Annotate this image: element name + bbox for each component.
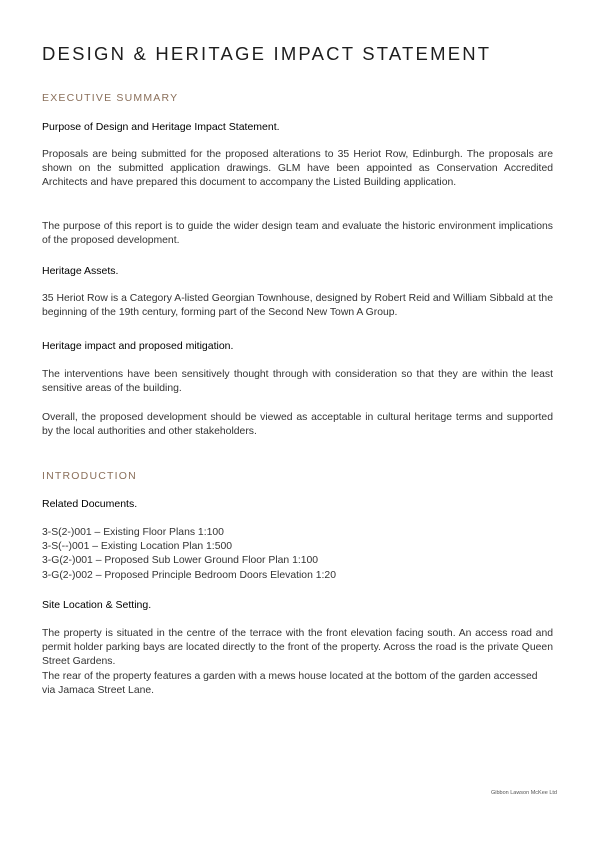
related-documents-heading: Related Documents. xyxy=(42,498,138,510)
mitigation-heading: Heritage impact and proposed mitigation. xyxy=(42,340,234,352)
executive-summary-heading: EXECUTIVE SUMMARY xyxy=(42,92,179,104)
heritage-assets-paragraph: 35 Heriot Row is a Category A-listed Georgian Townhouse, designed by Robert Reid and William Sibbald at the beginning of the 19th century, forming part of the Second New Town A Group. xyxy=(42,293,553,319)
page-title: DESIGN & HERITAGE IMPACT STATEMENT xyxy=(42,43,492,64)
purpose-paragraph-2: The purpose of this report is to guide the wider design team and evaluate the historic environment implications of the proposed development. xyxy=(42,221,553,247)
list-item: 3-S(--)001 – Existing Location Plan 1:500 xyxy=(42,541,233,553)
list-item: 3-G(2-)002 – Proposed Principle Bedroom Doors Elevation 1:20 xyxy=(42,569,336,581)
footer-company-name: Gibbon Lawson McKee Ltd xyxy=(490,790,557,796)
site-location-paragraph-1: The property is situated in the centre of the terrace with the front elevation facing south. An access road and permit holder parking bays are located directly to the front of the property. Across the road is the private Queen Street Gardens. xyxy=(42,628,553,668)
heritage-assets-heading: Heritage Assets. xyxy=(42,265,119,277)
site-location-heading: Site Location & Setting. xyxy=(42,599,152,611)
list-item: 3-S(2-)001 – Existing Floor Plans 1:100 xyxy=(42,527,224,538)
mitigation-paragraph-2: Overall, the proposed development should be viewed as acceptable in cultural heritage terms and supported by the local authorities and other stakeholders. xyxy=(42,412,553,438)
site-location-paragraph-2: The rear of the property features a garden with a mews house located at the bottom of the garden accessed via Jamaca Street Lane. xyxy=(42,671,538,697)
introduction-heading: INTRODUCTION xyxy=(42,470,137,482)
mitigation-paragraph-1: The interventions have been sensitively thought through with consideration so that they are within the least sensitive areas of the building. xyxy=(42,369,553,395)
list-item: 3-G(2-)001 – Proposed Sub Lower Ground Floor Plan 1:100 xyxy=(42,555,319,567)
purpose-heading: Purpose of Design and Heritage Impact Statement. xyxy=(42,121,280,133)
purpose-paragraph-1: Proposals are being submitted for the proposed alterations to 35 Heriot Row, Edinburgh. The proposals are shown on the submitted application drawings. GLM have been appointed as Conservation Accredited Architects and have prepared this document to accompany the Listed Building application. xyxy=(42,149,553,189)
related-documents-list xyxy=(42,526,336,583)
